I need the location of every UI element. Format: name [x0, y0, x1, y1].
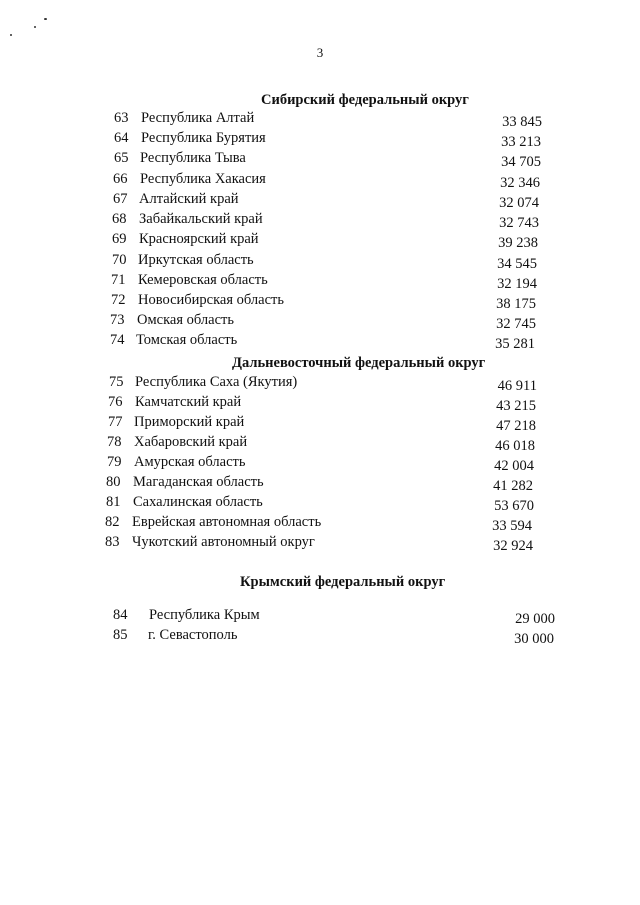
- table-row: [111, 272, 541, 292]
- region-name: Магаданская область: [133, 474, 264, 490]
- region-name: Хабаровский край: [134, 434, 248, 450]
- region-name: Республика Бурятия: [141, 130, 266, 146]
- row-number: 81: [106, 494, 121, 510]
- table-row: [113, 171, 543, 191]
- region-name: Новосибирская область: [138, 292, 284, 308]
- row-number: 66: [113, 171, 128, 187]
- region-value: 32 745: [496, 316, 536, 332]
- region-name: Республика Алтай: [141, 110, 255, 126]
- table-row: [112, 211, 542, 231]
- region-name: Алтайский край: [139, 191, 239, 207]
- region-value: 29 000: [515, 611, 555, 627]
- table-row: [113, 627, 558, 647]
- table-row: [114, 150, 544, 170]
- region-value: 41 282: [493, 478, 533, 494]
- row-number: 63: [114, 110, 129, 126]
- table-row: [113, 191, 543, 211]
- region-value: 34 705: [501, 154, 541, 170]
- page-number: 3: [316, 45, 324, 60]
- table-row: [114, 130, 544, 150]
- region-name: Республика Крым: [149, 607, 260, 623]
- row-number: 75: [109, 374, 124, 390]
- section-heading-crimean: Крымский федеральный округ: [240, 574, 446, 590]
- table-row: [105, 534, 535, 554]
- region-name: Красноярский край: [139, 231, 259, 247]
- table-row: [114, 110, 544, 130]
- table-row: [108, 414, 538, 434]
- table-row: [106, 494, 536, 514]
- region-value: 32 074: [499, 195, 539, 211]
- scan-speck: [34, 26, 36, 28]
- region-name: г. Севастополь: [148, 627, 238, 643]
- row-number: 65: [114, 150, 129, 166]
- region-value: 39 238: [498, 235, 538, 251]
- region-name: Омская область: [137, 312, 234, 328]
- table-row: [113, 607, 558, 627]
- row-number: 80: [106, 474, 121, 490]
- region-value: 33 594: [492, 518, 532, 534]
- region-value: 32 924: [493, 538, 533, 554]
- region-value: 32 743: [499, 215, 539, 231]
- section-heading-siberian: Сибирский федеральный округ: [261, 92, 469, 108]
- region-value: 32 194: [497, 276, 537, 292]
- table-row: [110, 312, 540, 332]
- row-number: 79: [107, 454, 122, 470]
- table-row: [112, 252, 542, 272]
- region-name: Республика Саха (Якутия): [135, 374, 298, 390]
- row-number: 78: [107, 434, 122, 450]
- region-name: Приморский край: [134, 414, 245, 430]
- row-number: 74: [110, 332, 125, 348]
- table-row: [111, 292, 541, 312]
- region-value: 33 845: [502, 114, 542, 130]
- region-value: 46 911: [497, 378, 537, 394]
- table-row: [106, 474, 536, 494]
- row-number: 84: [113, 607, 128, 623]
- row-number: 76: [108, 394, 123, 410]
- region-name: Иркутская область: [138, 252, 254, 268]
- region-value: 43 215: [496, 398, 536, 414]
- region-value: 33 213: [501, 134, 541, 150]
- row-number: 72: [111, 292, 126, 308]
- table-row: [107, 454, 537, 474]
- row-number: 82: [105, 514, 120, 530]
- region-value: 53 670: [494, 498, 534, 514]
- region-name: Еврейская автономная область: [132, 514, 322, 530]
- row-number: 71: [111, 272, 126, 288]
- region-value: 42 004: [494, 458, 534, 474]
- table-row: [107, 434, 537, 454]
- row-number: 67: [113, 191, 128, 207]
- region-name: Кемеровская область: [138, 272, 268, 288]
- region-value: 35 281: [495, 336, 535, 352]
- table-row: [105, 514, 535, 534]
- row-number: 73: [110, 312, 125, 328]
- region-value: 47 218: [496, 418, 536, 434]
- table-row: [108, 394, 538, 414]
- region-name: Сахалинская область: [133, 494, 263, 510]
- row-number: 77: [108, 414, 123, 430]
- region-value: 32 346: [500, 175, 540, 191]
- region-name: Республика Тыва: [140, 150, 246, 166]
- region-name: Амурская область: [134, 454, 246, 470]
- section-heading-far-eastern: Дальневосточный федеральный округ: [232, 355, 486, 371]
- region-name: Республика Хакасия: [140, 171, 266, 187]
- table-row: [110, 332, 540, 352]
- row-number: 68: [112, 211, 127, 227]
- table-row: [109, 374, 539, 394]
- scan-speck: [10, 34, 12, 36]
- region-value: 46 018: [495, 438, 535, 454]
- region-name: Чукотский автономный округ: [132, 534, 315, 550]
- row-number: 69: [112, 231, 127, 247]
- region-value: 30 000: [514, 631, 554, 647]
- row-number: 64: [114, 130, 129, 146]
- region-name: Забайкальский край: [139, 211, 263, 227]
- scan-speck: [44, 18, 47, 20]
- row-number: 70: [112, 252, 127, 268]
- table-row: [112, 231, 542, 251]
- region-name: Камчатский край: [135, 394, 242, 410]
- region-name: Томская область: [136, 332, 238, 348]
- region-value: 34 545: [497, 256, 537, 272]
- row-number: 83: [105, 534, 120, 550]
- row-number: 85: [113, 627, 128, 643]
- region-value: 38 175: [496, 296, 536, 312]
